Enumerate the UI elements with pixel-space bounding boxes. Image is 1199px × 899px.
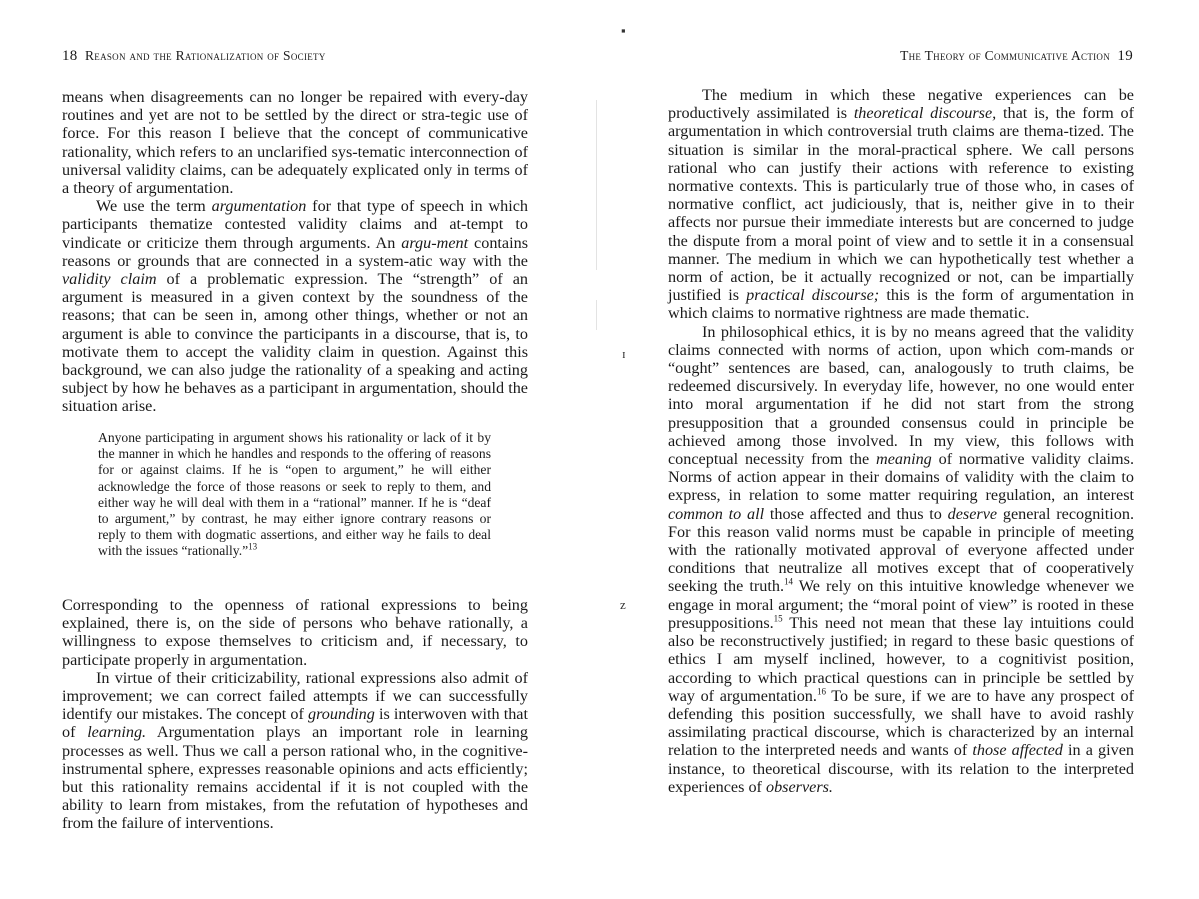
right-running-header [900,48,1133,65]
running-title: The Theory of Communicative Action [900,48,1111,63]
paragraph: Corresponding to the openness of rational expressions to being explained, there is, on the side of persons who behave rationally, a willingness to expose themselves to criticism and, if necessary, to participate properly in argumentation. [62,596,528,669]
footnote-ref: 16 [816,686,826,697]
paragraph: means when disagreements can no longer be repaired with every-day routines and yet are not to be settled by the direct or stra-tegic use of force. For this reason I believe that the concept of communicative rationality, which refers to an unclarified sys-tematic interconnection of universal validity claims, can be adequately explicated only in terms of a theory of argumentation. [62,88,528,198]
left-body-bottom [62,596,528,833]
footnote-ref: 13 [248,541,258,552]
block-quote [62,430,528,560]
paragraph: The medium in which these negative experiences can be productively assimilated is theoretical discourse, that is, the form of argumentation in which controversial truth claims are thema-tized. The situation is similar in the moral-practical sphere. We call persons rational who can justify their actions with reference to existing normative contexts. This is particularly true of those who, in cases of normative conflict, act judiciously, that is, neither give in to their affects nor pursue their immediate interests but are concerned to judge the dispute from a moral point of view and to settle it in a consensual manner. The medium in which we can hypothetically test whether a norm of action, be it actually recognized or not, can be impartially justified is practical discourse; this is the form of argumentation in which claims to normative rightness are made thematic. [668,86,1134,323]
page-number: 18 [62,48,78,64]
binding-mark: ᴢ [620,597,626,612]
paragraph: In philosophical ethics, it is by no means agreed that the validity claims connected with norms of action, upon which com-mands or “ought” sentences are based, can, analogously to truth claims, be redeemed discursively. In everyday life, however, no one would enter into moral argumentation if he did not start from the strong presupposition that a grounded consensus could in principle be achieved among those involved. In my view, this follows with conceptual necessity from the meaning of normative validity claims. Norms of action appear in their domains of validity with the claim to express, in relation to some matter requiring regulation, an interest common to all those affected and thus to deserve general recognition. For this reason valid norms must be capable in principle of meeting with the rationally motivated approval of everyone affected under conditions that neutralize all motives except that of cooperatively seeking the truth.$^{14}$ We rely on this intuitive knowledge whenever we engage in moral argument; the “moral point of view” is rooted in these presuppositions.$^{15}$ This need not mean that these lay intuitions could also be reconstructively justified; in regard to these basic questions of ethics I am myself inclined, however, to a cognitivist position, according to which practical questions can in principle be settled by way of argumentation.$^{16}$ To be sure, if we are to have any prospect of defending this position successfully, we shall have to avoid rashly assimilating practical discourse, which is characterized by an internal relation to the interpreted needs and wants of those affected in a given instance, to theoretical discourse, with its relation to the interpreted experiences of observers. [668,322,1135,796]
binding-mark: ▪ [621,23,626,38]
left-body-top [62,88,528,416]
binding-mark: ɪ [622,346,626,361]
footnote-ref: 15 [773,613,783,624]
paragraph: In virtue of their criticizability, rational expressions also admit of improvement; we can correct failed attempts if we can successfully identify our mistakes. The concept of grounding is interwoven with that of learning. Argumentation plays an important role in learning processes as well. Thus we call a person rational who, in the cognitive-instrumental sphere, expresses reasonable opinions and acts efficiently; but this rationality remains accidental if it is not coupled with the ability to learn from mistakes, from the refutation of hypotheses and from the failure of interventions. [62,668,528,833]
paragraph: We use the term argumentation for that type of speech in which participants thematize contested validity claims and at-tempt to vindicate or criticize them through arguments. An argu-ment contains reasons or grounds that are connected in a system-atic way with the validity claim of a problematic expression. The “strength” of an argument is measured in a given context by the soundness of the reasons; that can be seen in, among other things, whether or not an argument is able to convince the participants in a discourse, that is, to motivate them to accept the validity claim in question. Against this background, we can also judge the rationality of a speaking and acting subject by how he behaves as a participant in argumentation, should the situation arise. [62,197,529,416]
quote-text: Anyone participating in argument shows his rationality or lack of it by the manner in which he handles and responds to the offering of reasons for or against claims. If he is “open to argument,” he will either acknowledge the force of those reasons or seek to reply to them, and either way he will deal with them in a “rational” manner. If he is “deaf to argument,” by contrast, he may either ignore contrary reasons or reply to them with dogmatic assertions, and either way he fails to deal with the issues “rationally.”$^{13}$ [98,430,491,559]
page-number: 19 [1117,48,1133,64]
left-running-header [62,48,326,65]
left-page [0,0,598,899]
right-body [668,86,1134,796]
footnote-ref: 14 [784,577,793,588]
running-title: Reason and the Rationalization of Society [84,48,326,63]
